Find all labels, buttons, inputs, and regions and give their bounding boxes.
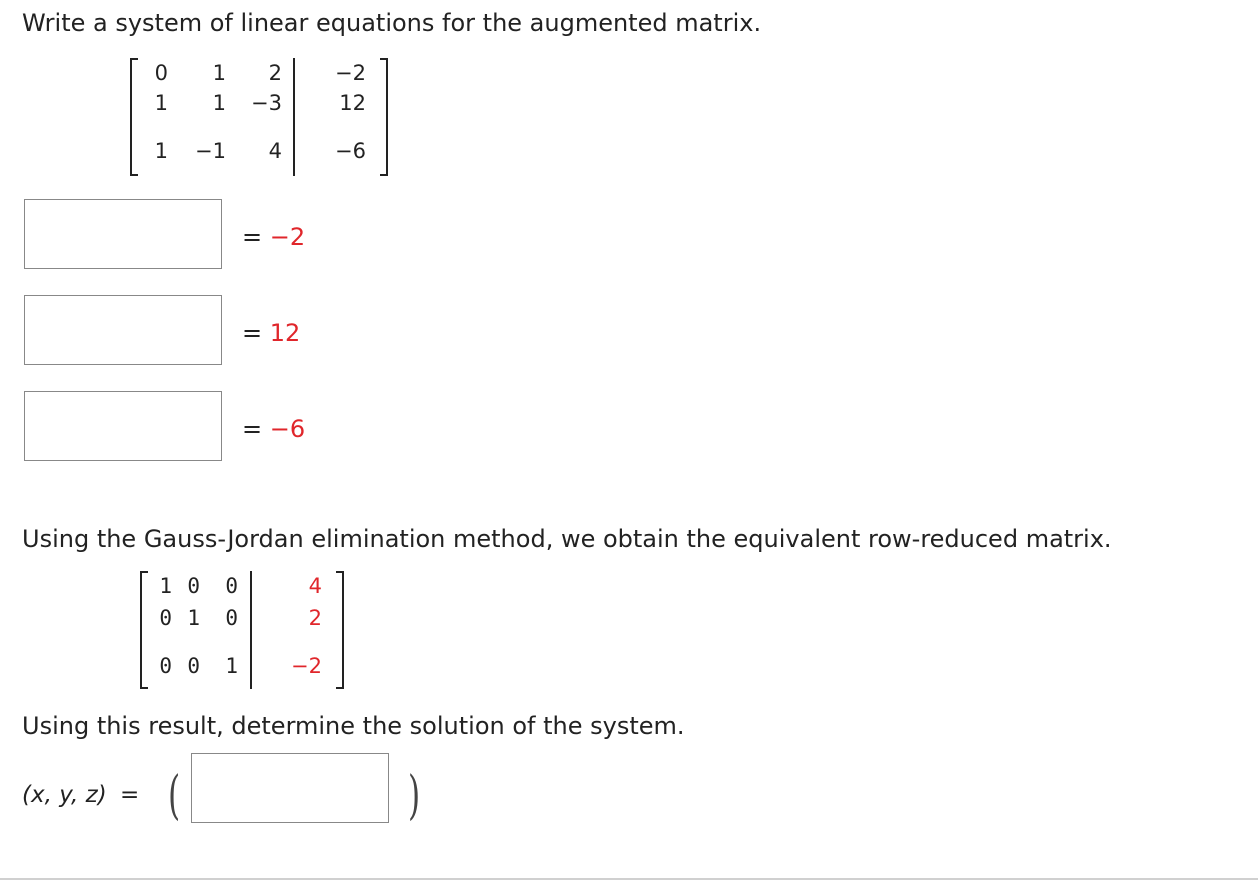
matrix-cell: −2	[291, 654, 322, 678]
left-bracket	[140, 571, 148, 689]
matrix-cell: −2	[335, 61, 366, 85]
matrix-cell: 1	[159, 574, 172, 598]
rhs-value: −2	[269, 223, 306, 251]
right-bracket	[380, 58, 388, 176]
matrix-cell: 1	[212, 61, 226, 85]
matrix-cell: 4	[308, 574, 322, 598]
equation-2-rhs	[242, 318, 300, 348]
right-bracket	[336, 571, 344, 689]
reduced-matrix	[140, 571, 346, 689]
equals-sign: =	[242, 415, 263, 443]
matrix-cell: 0	[154, 61, 168, 85]
matrix-cell: 0	[159, 654, 172, 678]
solution-label	[22, 780, 139, 810]
matrix-cell: 12	[339, 91, 366, 115]
solution-input[interactable]	[191, 753, 389, 823]
matrix-cell: 0	[225, 606, 238, 630]
augmented-matrix	[130, 58, 390, 176]
equation-2-input[interactable]	[24, 295, 222, 365]
matrix-cell: −1	[195, 139, 226, 163]
matrix-cell: 0	[159, 606, 172, 630]
matrix-cell: 0	[225, 574, 238, 598]
augment-divider	[293, 58, 295, 176]
matrix-cell: −3	[251, 91, 282, 115]
left-bracket	[130, 58, 138, 176]
equals-sign: =	[120, 782, 140, 808]
matrix-cell: 1	[212, 91, 226, 115]
open-paren: (	[168, 766, 181, 826]
matrix-cell: 2	[308, 606, 322, 630]
rhs-value: 12	[269, 319, 301, 347]
tuple-label: (x, y, z)	[22, 782, 107, 808]
solution-text: Using this result, determine the solution of the system.	[22, 712, 685, 740]
close-paren: )	[408, 766, 421, 826]
equals-sign: =	[242, 223, 263, 251]
matrix-cell: 1	[187, 606, 200, 630]
augment-divider	[250, 571, 252, 689]
equation-3-rhs	[242, 414, 305, 444]
reduction-text: Using the Gauss-Jordan elimination method, we obtain the equivalent row-reduced matrix.	[22, 525, 1112, 553]
question-prompt: Write a system of linear equations for the augmented matrix.	[22, 9, 762, 37]
matrix-cell: 1	[154, 91, 168, 115]
bottom-divider	[0, 878, 1258, 880]
matrix-cell: 4	[268, 139, 282, 163]
rhs-value: −6	[269, 415, 306, 443]
matrix-cell: 1	[225, 654, 238, 678]
equation-1-input[interactable]	[24, 199, 222, 269]
matrix-cell: −6	[335, 139, 366, 163]
equation-3-input[interactable]	[24, 391, 222, 461]
matrix-cell: 0	[187, 574, 200, 598]
equation-1-rhs	[242, 222, 305, 252]
equals-sign: =	[242, 319, 263, 347]
matrix-cell: 0	[187, 654, 200, 678]
matrix-cell: 1	[154, 139, 168, 163]
matrix-cell: 2	[268, 61, 282, 85]
